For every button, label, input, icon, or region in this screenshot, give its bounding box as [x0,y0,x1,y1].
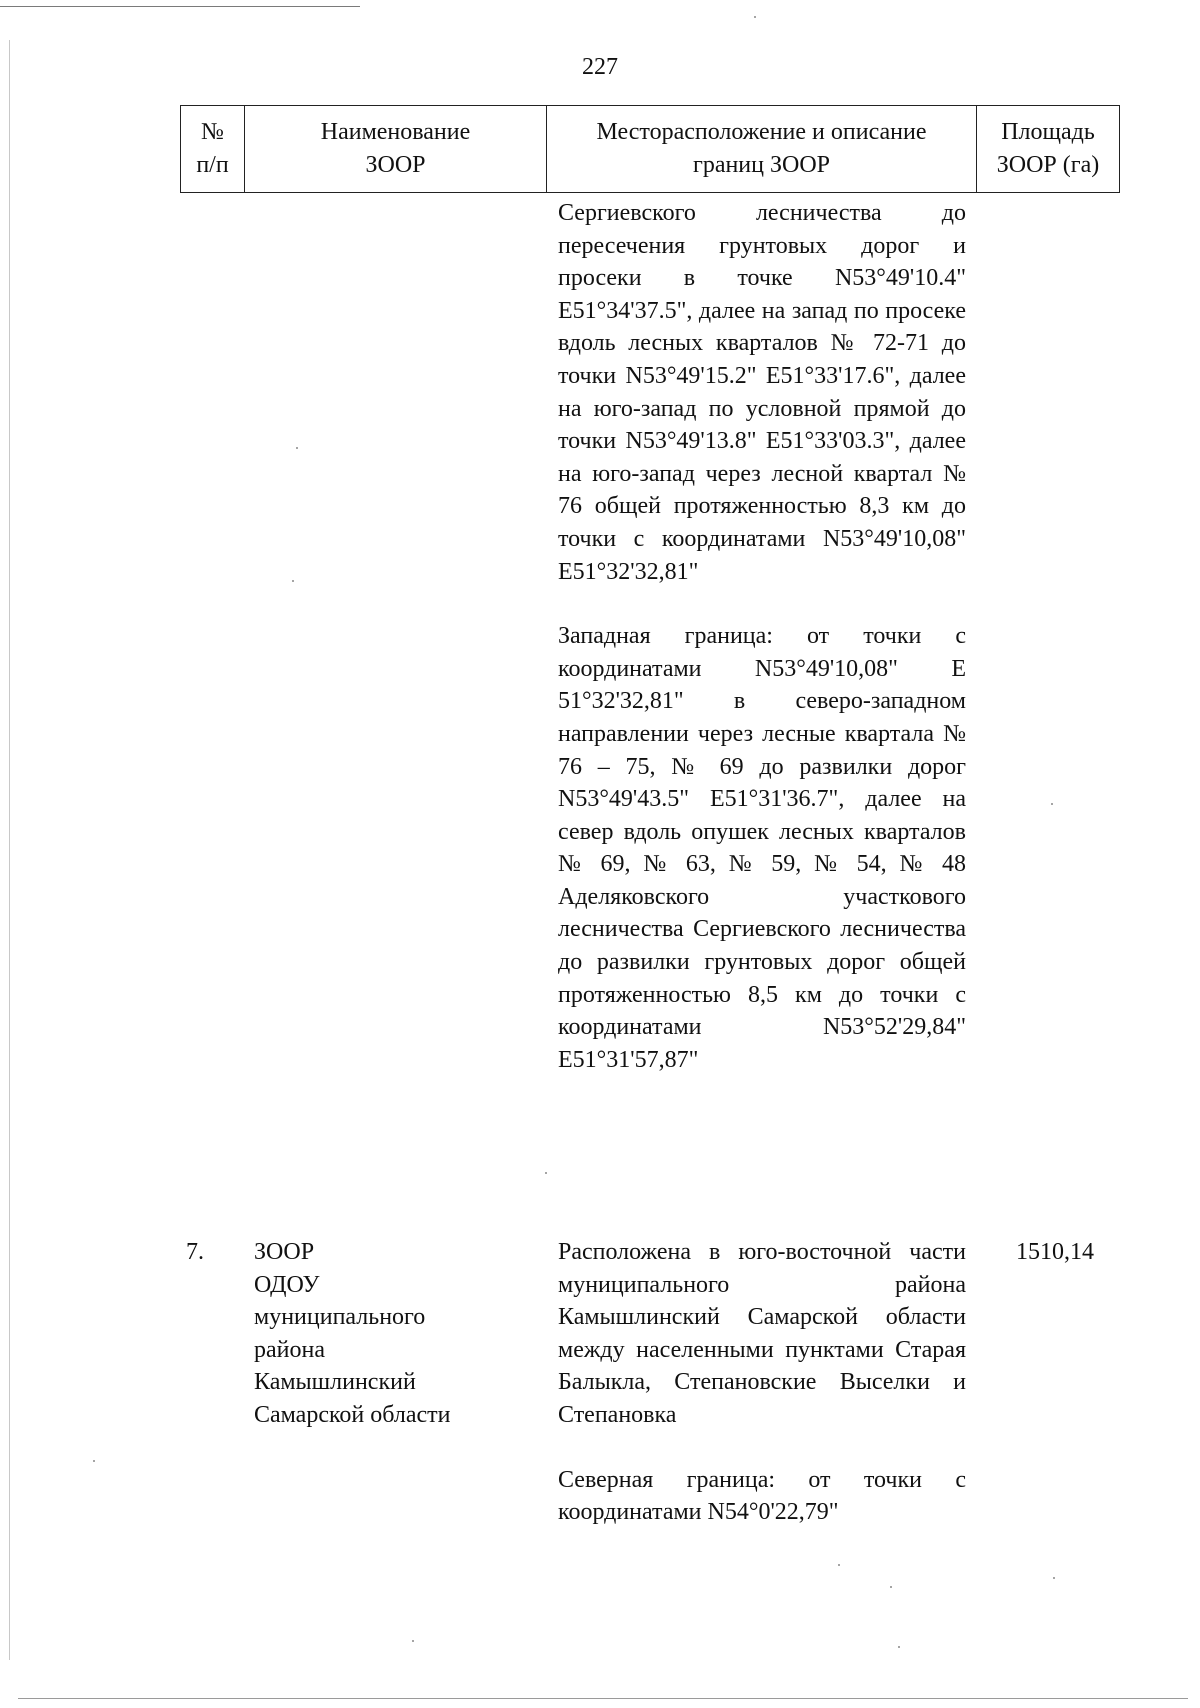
paragraph-gap [558,588,966,620]
table-header [180,105,1120,193]
header-text: № [201,119,224,145]
header-text: Площадь [1001,119,1095,145]
header-text: Месторасположение и описание [596,119,927,145]
location-description-continued [558,197,966,1076]
scan-speck [93,1460,95,1462]
header-cell-area [977,106,1119,192]
scan-speck [754,16,756,18]
description-paragraph: Сергиевского лесничества до пересечения грунтовых дорог и просеки в точке N53°49'10.4" E51°34'37.5", далее на запад по просеке вдоль лесных кварталов № 72-71 до точки N53°49'15.2" E51°33'17.6", далее на юго-запад по условной прямой до точки N53°49'13.8" E51°33'03.3", далее на юго-запад через лесной квартал № 76 общей протяженностью 8,3 км до точки с координатами N53°49'10,08" E51°32'32,81" [558,200,966,585]
description-paragraph: Расположена в юго-восточной части муниципального района Камышлинский Самарской области между населенными пунктами Старая Балыкла, Степановские Выселки и Степановка [558,1239,966,1428]
zoor-name-line: ОДОУ [254,1271,320,1298]
zoor-name-line: Камышлинский [254,1369,416,1396]
scan-speck [292,580,294,582]
scan-speck [1051,803,1053,805]
scan-speck [890,1586,892,1588]
description-paragraph: Западная граница: от точки с координатами N53°49'10,08" E 51°32'32,81" в северо-западном направлении через лесные квартала № 76 – 75, № 69 до развилки дорог N53°49'43.5" E51°31'36.7", далее на север вдоль опушек лесных кварталов № 69, № 63, № 59, № 54, № 48 Аделяковского участкового лесничества Сергиевского лесничества до развилки грунтовых дорог общей протяженностью 8,5 км до точки с координатами N53°52'29,84" E51°31'57,87" [558,623,966,1073]
scan-speck [838,1564,840,1566]
zoor-name-line: района [254,1336,325,1363]
page-number-text: 227 [582,54,618,80]
header-text: границ ЗООР [692,152,831,178]
header-text: Наименование [320,119,471,145]
scan-artifact-line [9,40,10,1660]
header-cell-name [245,106,547,192]
header-text: ЗООР (га) [996,152,1100,178]
header-text: ЗООР [365,152,426,178]
scan-speck [545,1172,547,1174]
description-paragraph: Северная граница: от точки с координатами N54°0'22,79" [558,1466,966,1526]
paragraph-gap [558,1432,966,1464]
header-cell-number [181,106,245,192]
zoor-area: 1510,14 [1016,1239,1094,1265]
scan-artifact-line [18,1698,1188,1699]
zoor-name-line: Самарской области [254,1401,451,1428]
header-text: п/п [196,152,229,178]
scan-speck [296,447,298,449]
scan-speck [898,1646,900,1648]
scan-speck [1053,1577,1055,1579]
scan-speck [412,1640,414,1642]
zoor-name [254,1236,544,1432]
row-number: 7. [186,1239,204,1265]
scan-artifact-line [0,6,360,7]
location-description [558,1236,966,1529]
zoor-name-line: ЗООР [254,1239,315,1265]
header-cell-location [547,106,977,192]
zoor-name-line: муниципального [254,1304,426,1331]
page-number [0,54,1200,81]
